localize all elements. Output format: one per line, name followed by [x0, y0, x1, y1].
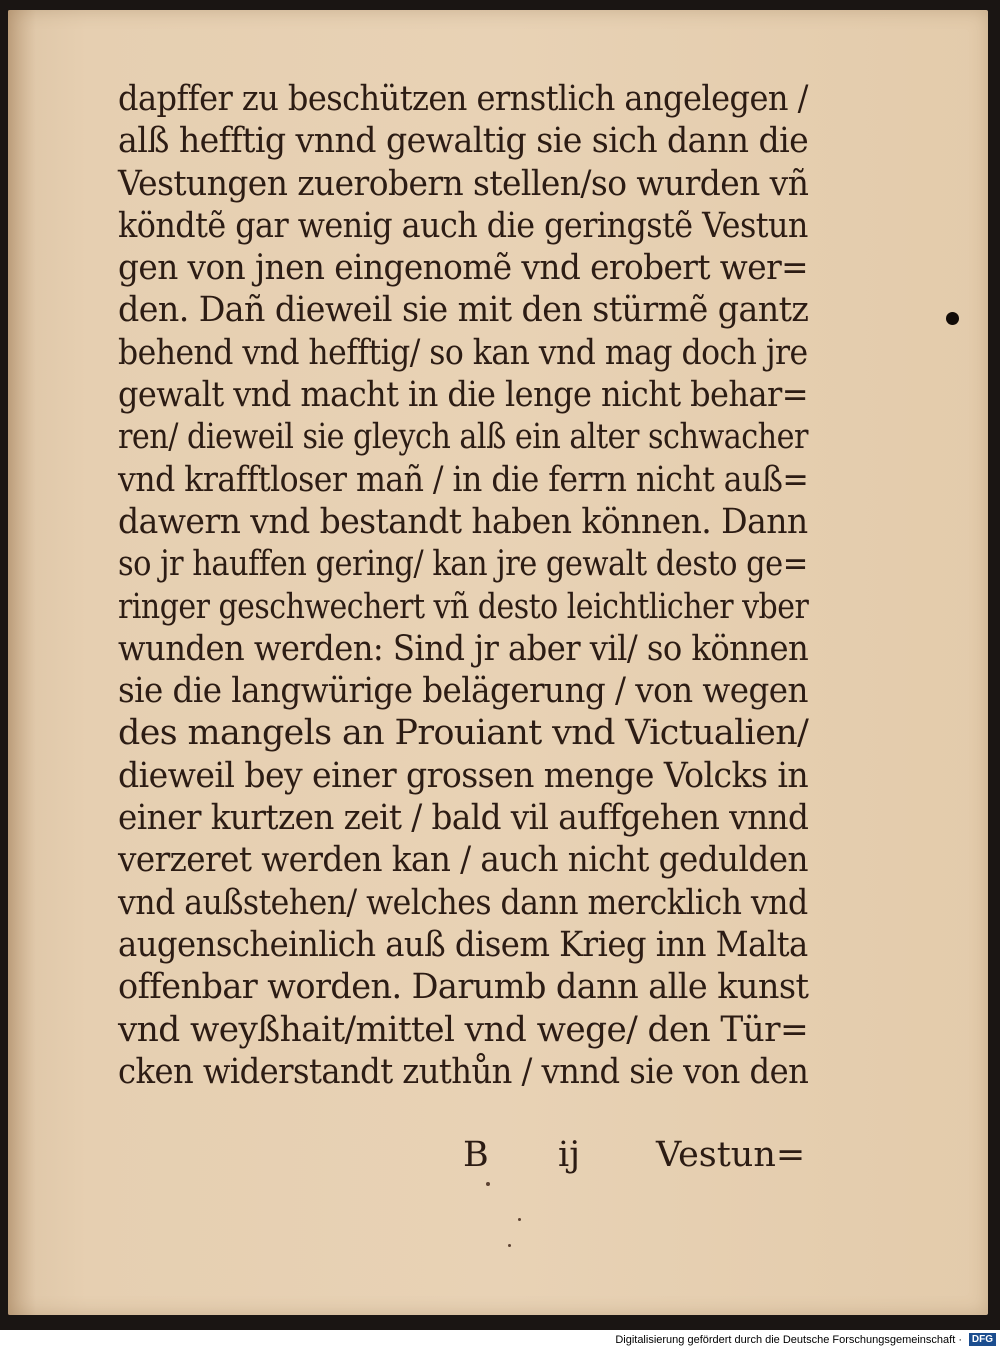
text-line: gewalt vnd macht in die lenge nicht behar=	[118, 375, 809, 416]
text-line: des mangels an Prouiant vnd Victualien/	[118, 713, 809, 754]
signature-number: ij	[558, 1135, 581, 1175]
text-line: köndtẽ gar wenig auch die geringstẽ Vestun	[118, 205, 808, 246]
paper-speck	[508, 1244, 511, 1247]
catchword: Vestun=	[656, 1135, 806, 1175]
text-line: den. Dañ dieweil sie mit den stürmẽ gantz	[118, 290, 809, 331]
signature-line	[118, 1133, 808, 1177]
text-line: alß hefftig vnnd gewaltig sie sich dann die	[118, 121, 809, 162]
text-line: wunden werden: Sind jr aber vil/ so können	[118, 628, 809, 669]
text-line: behend vnd hefftig/ so kan vnd mag doch jre	[118, 332, 808, 373]
paper-speck	[518, 1218, 521, 1221]
dfg-logo: DFG	[969, 1333, 996, 1346]
signature-mark: B	[463, 1135, 489, 1175]
text-line: vnd krafftloser mañ / in die ferrn nicht auß=	[118, 459, 809, 500]
text-line: so jr hauffen gering/ kan jre gewalt desto ge=	[118, 544, 808, 585]
text-line: offenbar worden. Darumb dann alle kunst	[118, 967, 809, 1008]
text-line: augenscheinlich auß disem Krieg inn Malta	[118, 924, 808, 965]
text-line: dawern vnd bestandt haben können. Dann	[118, 501, 808, 542]
text-block	[118, 78, 808, 1093]
text-line: vnd weyßhait/mittel vnd wege/ den Tür=	[118, 1009, 809, 1050]
text-line: gen von jnen eingenomẽ vnd erobert wer=	[118, 248, 809, 289]
text-line: einer kurtzen zeit / bald vil auffgehen vnnd	[118, 798, 809, 839]
text-line: verzeret werden kan / auch nicht gedulden	[118, 840, 808, 881]
footer-bar	[0, 1330, 1000, 1351]
text-line: vnd außstehen/ welches dann mercklich vnd	[118, 882, 808, 923]
paper-speck	[486, 1182, 490, 1186]
funding-credit: Digitalisierung gefördert durch die Deutsche Forschungsgemeinschaft ·	[615, 1334, 962, 1346]
text-line: sie die langwürige belägerung / von wegen	[118, 671, 808, 712]
text-line: Vestungen zuerobern stellen/so wurden vñ	[118, 163, 809, 204]
text-line: ren/ dieweil sie gleych alß ein alter schwacher	[118, 417, 808, 458]
text-line: dieweil bey einer grossen menge Volcks in	[118, 755, 809, 796]
text-line: ringer geschwechert vñ desto leichtlicher vber	[118, 586, 809, 627]
text-line: cken widerstandt zuthůn / vnnd sie von den	[118, 1051, 809, 1092]
text-line: dapffer zu beschützen ernstlich angelegen /	[118, 79, 808, 119]
binding-hole	[946, 312, 959, 325]
